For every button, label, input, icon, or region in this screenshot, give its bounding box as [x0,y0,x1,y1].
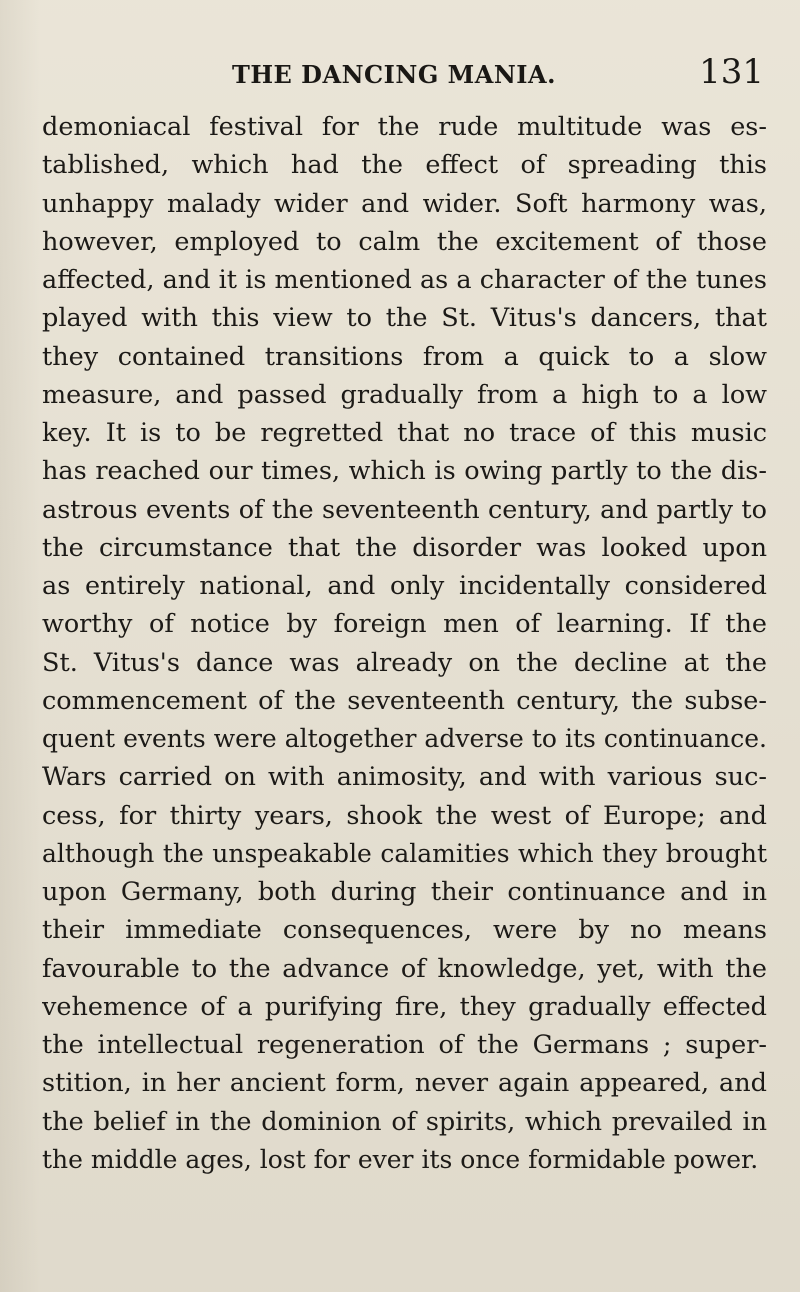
text-line: the circumstance that the disorder was looked upon [42,532,767,563]
running-head [232,52,764,92]
body-text [42,108,767,1179]
text-line: favourable to the advance of knowledge, yet, with the [42,953,767,984]
text-line: measure, and passed gradually from a high to a low [42,379,767,410]
text-line: the belief in the dominion of spirits, which prevailed in [42,1106,767,1137]
text-line: quent events were altogether adverse to its continuance. [42,724,767,753]
text-line: the middle ages, lost for ever its once formidable power. [42,1144,759,1174]
text-line: however, employed to calm the excitement of those [42,226,767,257]
text-line: cess, for thirty years, shook the west of Europe; and [42,800,767,831]
text-line: they contained transitions from a quick to a slow [42,341,767,372]
text-line: vehemence of a purifying fire, they gradually effected [42,991,767,1022]
text-line: affected, and it is mentioned as a character of the tunes [42,265,767,295]
text-line: St. Vitus's dance was already on the decline at the [42,647,767,678]
text-line: played with this view to the St. Vitus's dancers, that [42,303,767,334]
text-line: worthy of notice by foreign men of learning. If the [42,609,767,640]
text-line: Wars carried on with animosity, and with various suc- [42,762,767,793]
text-line: stition, in her ancient form, never again appeared, and [42,1068,767,1099]
text-line: their immediate consequences, were by no means [42,915,767,946]
text-line: demoniacal festival for the rude multitude was es- [42,112,767,142]
text-line: although the unspeakable calamities which they brought [42,838,767,868]
text-line: astrous events of the seventeenth century, and partly to [42,494,767,525]
text-line: as entirely national, and only incidentally considered [42,571,767,601]
text-line: the intellectual regeneration of the Germans ; super- [42,1030,767,1060]
text-line: commencement of the seventeenth century, the subse- [42,685,767,716]
text-line: tablished, which had the effect of spreading this [42,150,767,181]
page-number: 131 [699,52,764,92]
text-line: key. It is to be regretted that no trace of this music [42,418,767,448]
running-title: THE DANCING MANIA. [232,60,556,89]
text-line: unhappy malady wider and wider. Soft harmony was, [42,188,767,219]
text-line: has reached our times, which is owing partly to the dis- [42,456,767,487]
text-line: upon Germany, both during their continuance and in [42,877,767,907]
